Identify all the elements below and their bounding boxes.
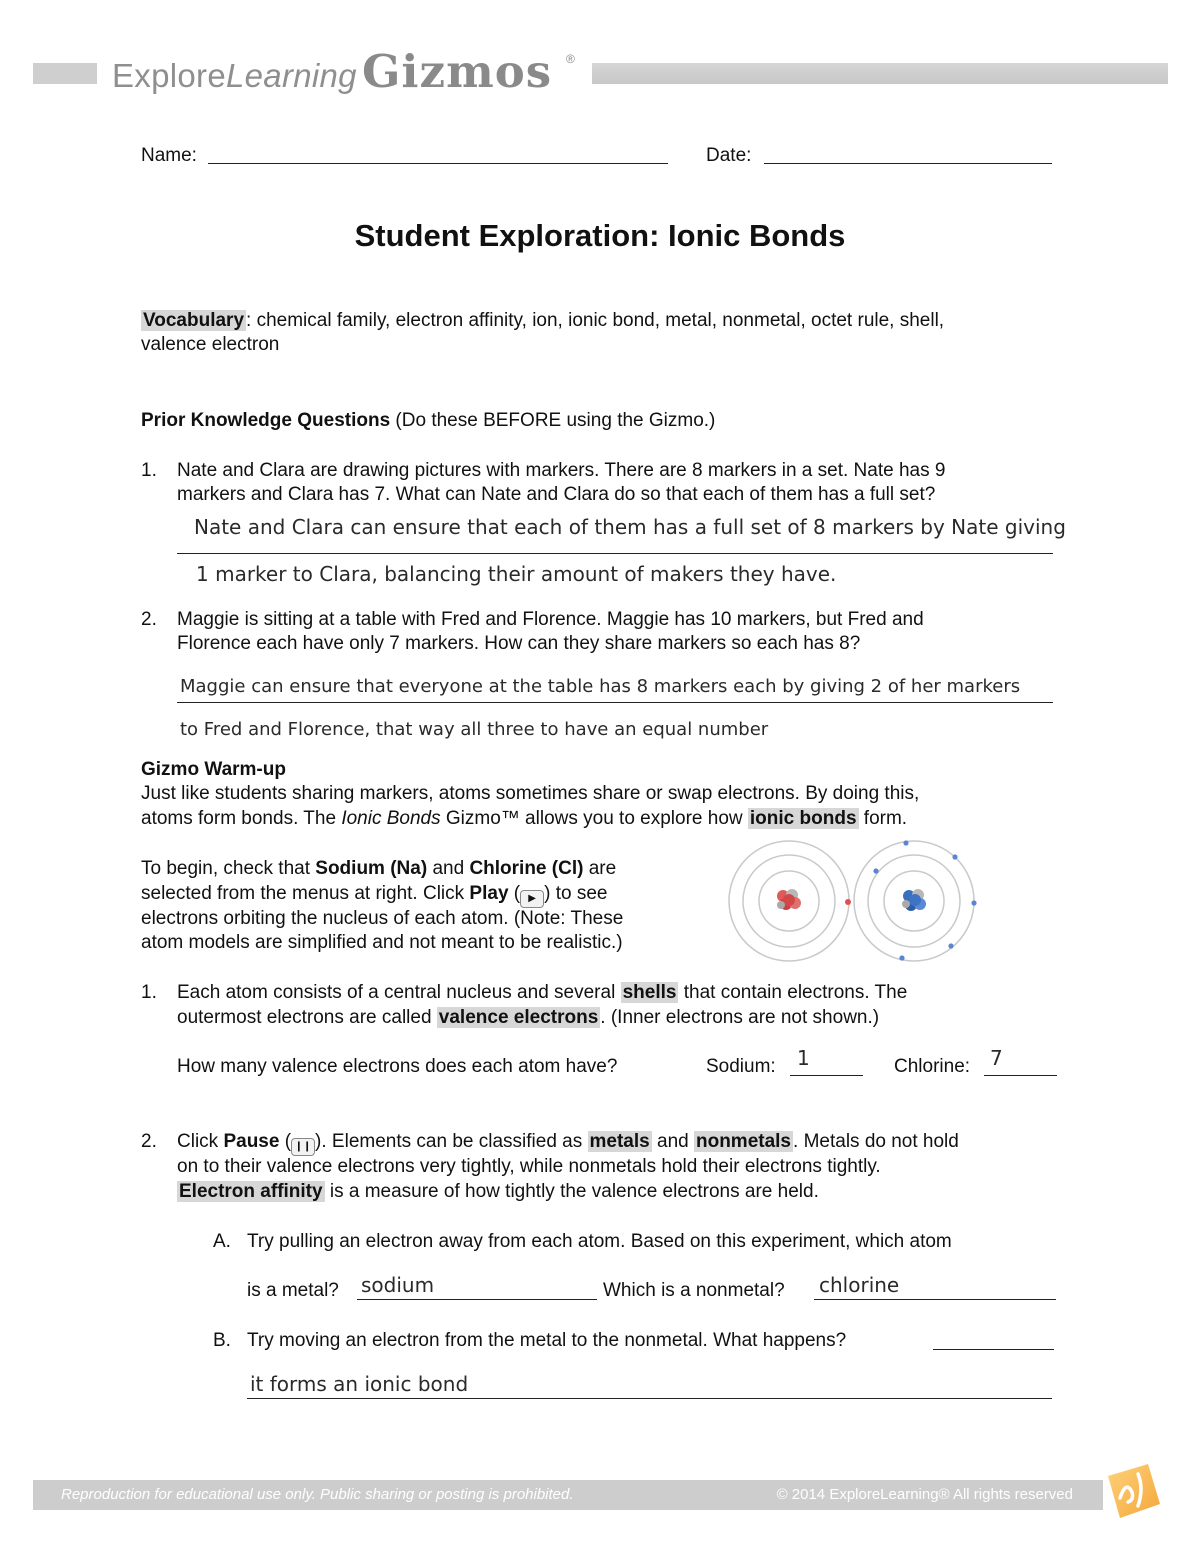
- metals-term: metals: [589, 1131, 650, 1152]
- sodium-answer[interactable]: 1: [797, 1046, 810, 1070]
- warmup-q2-line3: Electron affinity is a measure of how tightly the valence electrons are held.: [179, 1181, 819, 1202]
- prior-q1-line1: Nate and Clara are drawing pictures with markers. There are 8 markers in a set. Nate has 9: [177, 460, 946, 481]
- vocabulary-line2: valence electron: [141, 334, 280, 355]
- logo-registered-mark: ®: [566, 52, 575, 66]
- chlorine-nucleus-icon: [902, 889, 926, 911]
- logo-wordmark: ExploreLearning: [112, 57, 357, 94]
- warmup-q2-line1: Click Pause ( ❙❙ ). Elements can be classified as metals and nonmetals . Metals do not hold: [177, 1129, 959, 1156]
- part-b-answer-rule: [247, 1398, 1052, 1399]
- chlorine-valence-electrons: [873, 840, 976, 960]
- warmup-q1-number: 1.: [141, 982, 157, 1003]
- prior-q2-answer-rule: [177, 702, 1053, 703]
- warmup-q2-line2: on to their valence electrons very tightly, while nonmetals hold their electrons tightly.: [177, 1156, 881, 1177]
- prior-q1-answer-line2[interactable]: 1 marker to Clara, balancing their amount of makers they have.: [196, 562, 837, 586]
- electron-affinity-term: Electron affinity: [179, 1181, 323, 1202]
- prior-q1-line2: markers and Clara has 7. What can Nate and Clara do so that each of them has a full set?: [177, 484, 936, 505]
- sodium-chlorine-atom-diagram: [726, 838, 982, 964]
- prior-note: (Do these BEFORE using the Gizmo.): [390, 410, 716, 431]
- header-bar-left: [33, 63, 97, 84]
- header-bar-right: [592, 63, 1168, 84]
- sodium-answer-rule: [790, 1075, 863, 1076]
- prior-q2-line1: Maggie is sitting at a table with Fred and Florence. Maggie has 10 markers, but Fred and: [177, 609, 924, 630]
- name-field[interactable]: [208, 163, 668, 164]
- warmup-q1-question: How many valence electrons does each atom have?: [177, 1056, 618, 1077]
- prior-q1-answer-rule: [177, 553, 1053, 554]
- explorelearning-gizmos-logo: [112, 44, 582, 100]
- footer-disclaimer: Reproduction for educational use only. Public sharing or posting is prohibited.: [61, 1486, 574, 1503]
- warmup-q1-line2: outermost electrons are called valence electrons . (Inner electrons are not shown.): [177, 1007, 880, 1028]
- warmup-q2-number: 2.: [141, 1131, 157, 1152]
- part-b-answer[interactable]: it forms an ionic bond: [250, 1372, 469, 1396]
- shells-term: shells: [622, 982, 677, 1003]
- part-a-line1: Try pulling an electron away from each atom. Based on this experiment, which atom: [247, 1231, 952, 1252]
- prior-q1-answer-line1[interactable]: Nate and Clara can ensure that each of them has a full set of 8 markers by Nate giving: [194, 515, 1066, 539]
- part-a-metal-answer[interactable]: sodium: [361, 1273, 435, 1297]
- pause-icon: ❙❙: [291, 1138, 315, 1156]
- vocabulary-text: : chemical family, electron affinity, ion, ionic bond, metal, nonmetal, octet rule, shell,: [246, 310, 945, 331]
- prior-q2-answer-line1[interactable]: Maggie can ensure that everyone at the table has 8 markers each by giving 2 of her markers: [180, 676, 1021, 697]
- sodium-label: Sodium:: [706, 1056, 776, 1077]
- warmup-q1-line1: Each atom consists of a central nucleus and several shells that contain electrons. The: [177, 982, 908, 1003]
- logo-gizmos: Gizmos: [362, 45, 553, 98]
- explorelearning-badge-icon: [1098, 1458, 1166, 1526]
- warmup-p2-line4: atom models are simplified and not meant to be realistic.): [141, 932, 623, 953]
- prior-q1-number: 1.: [141, 460, 157, 481]
- chlorine-answer-rule: [984, 1075, 1057, 1076]
- warmup-p1-line2: atoms form bonds. The Ionic Bonds Gizmo™ allows you to explore how ionic bonds form.: [141, 808, 908, 829]
- footer-copyright: © 2014 ExploreLearning® All rights reserved: [776, 1486, 1073, 1503]
- vocabulary-line1: [141, 308, 944, 333]
- play-icon: ▶: [520, 890, 544, 908]
- prior-q2-number: 2.: [141, 609, 157, 630]
- warmup-p2-line3: electrons orbiting the nucleus of each atom. (Note: These: [141, 908, 624, 929]
- part-a-letter: A.: [213, 1231, 231, 1252]
- date-field[interactable]: [764, 163, 1052, 164]
- prior-knowledge-heading: [141, 408, 715, 433]
- name-label: Name:: [141, 145, 197, 166]
- part-b-letter: B.: [213, 1330, 231, 1351]
- warmup-heading: Gizmo Warm-up: [141, 759, 286, 780]
- sodium-valence-electron: [845, 899, 851, 905]
- part-b-inline-rule: [933, 1349, 1054, 1350]
- warmup-p1-line1: Just like students sharing markers, atoms sometimes share or swap electrons. By doing this,: [141, 783, 920, 804]
- chlorine-answer[interactable]: 7: [990, 1046, 1003, 1070]
- chlorine-label: Chlorine:: [894, 1056, 971, 1077]
- part-a-nonmetal-label: Which is a nonmetal?: [603, 1280, 785, 1301]
- part-a-nonmetal-rule: [814, 1299, 1056, 1300]
- part-b-line1: Try moving an electron from the metal to the nonmetal. What happens?: [247, 1330, 847, 1351]
- nonmetals-term: nonmetals: [695, 1131, 792, 1152]
- page-title: Student Exploration: Ionic Bonds: [354, 218, 846, 253]
- valence-electrons-term: valence electrons: [438, 1007, 599, 1028]
- warmup-p2-line2: selected from the menus at right. Click Play ( ▶ ) to see: [141, 881, 608, 908]
- part-a-metal-label: is a metal?: [247, 1280, 339, 1301]
- prior-heading-text: Prior Knowledge Questions: [141, 410, 391, 431]
- sodium-nucleus-icon: [777, 889, 801, 910]
- footer-bar: [33, 1480, 1103, 1510]
- warmup-p2-line1: To begin, check that Sodium (Na) and Chlorine (Cl) are: [141, 858, 617, 879]
- ionic-bonds-term: ionic bonds: [749, 808, 857, 829]
- prior-q2-line2: Florence each have only 7 markers. How can they share markers so each has 8?: [177, 633, 861, 654]
- vocabulary-label: Vocabulary: [143, 310, 245, 331]
- date-label: Date:: [706, 145, 752, 166]
- part-a-nonmetal-answer[interactable]: chlorine: [819, 1273, 900, 1297]
- prior-q2-answer-line2[interactable]: to Fred and Florence, that way all three to have an equal number: [180, 719, 769, 740]
- part-a-metal-rule: [357, 1299, 597, 1300]
